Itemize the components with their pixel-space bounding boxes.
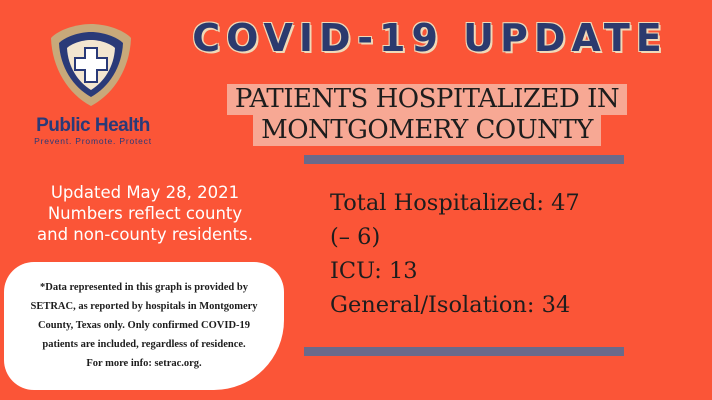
update-line: Updated May 28, 2021	[50, 183, 240, 202]
stat-icu: ICU: 13	[330, 258, 418, 284]
stat-total-hospitalized: Total Hospitalized: 47	[330, 190, 580, 216]
note-line: patients are included, regardless of residence.	[42, 339, 246, 350]
brand-tagline: Prevent. Promote. Protect	[34, 136, 152, 146]
public-health-logo	[46, 20, 136, 110]
divider-bottom	[304, 347, 624, 356]
page-title: COVID-19 UPDATE	[192, 16, 668, 60]
stat-change: (– 6)	[330, 224, 381, 250]
shield-cross-icon	[46, 20, 136, 110]
update-line: Numbers reflect county	[47, 204, 243, 223]
divider-top	[304, 155, 624, 164]
subtitle-line: MONTGOMERY COUNTY	[253, 115, 601, 146]
data-source-note	[4, 262, 284, 390]
update-line: and non-county residents.	[37, 225, 253, 244]
note-line: *Data represented in this graph is provided by	[40, 282, 248, 293]
note-line: SETRAC, as reported by hospitals in Montgomery	[30, 301, 258, 312]
public-health-brand	[18, 116, 168, 146]
stat-general-isolation: General/Isolation: 34	[330, 292, 571, 318]
update-info	[0, 182, 290, 245]
subtitle-block	[185, 84, 669, 152]
subtitle-line: PATIENTS HOSPITALIZED IN	[227, 84, 627, 115]
hospitalization-stats	[330, 186, 660, 322]
note-line: County, Texas only. Only confirmed COVID-19	[37, 320, 251, 331]
brand-name: Public Health	[36, 115, 150, 136]
note-line: For more info: setrac.org.	[86, 358, 202, 369]
